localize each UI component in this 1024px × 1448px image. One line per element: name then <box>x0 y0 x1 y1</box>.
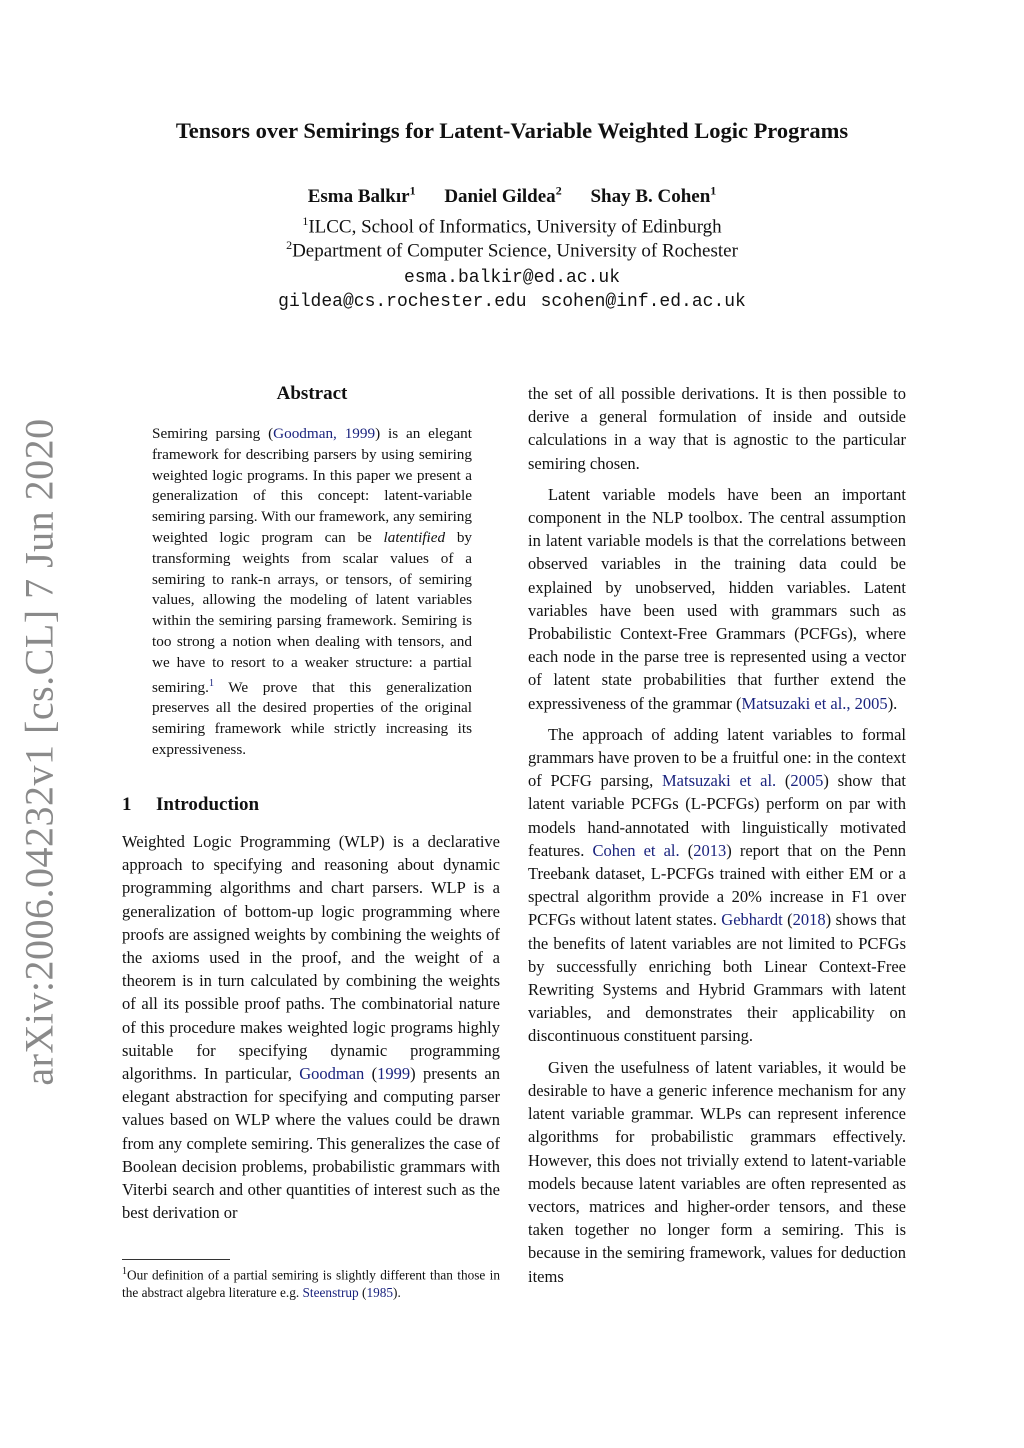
abstract-body: Semiring parsing (Goodman, 1999) is an elegant framework for describing parsers by using semiring weighted logic programs. In this paper we present a generalization of this concept: latent-variable semiring parsing. With our framework, any semiring weighted logic program can be latentified by transforming weights from scalar values of a semiring to rank-n arrays, or tensors, of semiring values, allowing the modeling of latent variables within the semiring parsing framework. Semiring is too strong a notion when dealing with tensors, and we have to resort to a weaker structure: a partial semiring.$^1$ We prove that this generalization preserves all the desired properties of the original semiring framework while strictly increasing its expressiveness. <box>152 425 472 759</box>
introduction-left-column <box>122 830 500 1224</box>
author-3: Shay B. Cohen$^1$ <box>590 184 717 208</box>
arxiv-identifier-stamp <box>14 418 64 1086</box>
citation-2005[interactable]: 2005 <box>790 771 824 791</box>
email-line-1 <box>0 268 1024 288</box>
affiliation-1: $^1$ILCC, School of Informatics, University of Edinburgh <box>302 214 722 238</box>
citation-1999[interactable]: 1999 <box>377 1064 411 1084</box>
paragraph: Weighted Logic Programming (WLP) is a declarative approach to specifying and reasoning about dynamic programming algorithms and chart parsers. WLP is a generalization of bottom-up logic programming where proofs are assigned weights by combining the weights of the axioms used in the proof, and the weight of a theorem is in turn calculated by combining the weights of all its possible proof paths. The combinatorial nature of this procedure makes weighted logic programs highly suitable for specifying dynamic programming algorithms. In particular, Goodman (1999) presents an elegant abstraction for specifying and computing parser values based on WLP where the values could be drawn from any complete semiring. This generalizes the case of Boolean decision problems, probabilistic grammars with Viterbi search and other quantities of interest such as the best derivation or <box>122 832 500 1223</box>
affiliation-2: $^2$Department of Computer Science, University of Rochester <box>286 238 738 262</box>
paragraph: Latent variable models have been an important component in the NLP toolbox. The central assumption in latent variable models is that the correlations between observed variables in the training data could be explained by unobserved, hidden variables. Latent variables have been used with grammars such as Probabilistic Context-Free Grammars (PCFGs), where each node in the parse tree is represented using a vector of latent state probabilities that further extend the expressiveness of the grammar (Matsuzaki et al., 2005). <box>528 484 906 713</box>
citation-gebhardt[interactable]: Gebhardt <box>721 910 783 930</box>
citation-steenstrup[interactable]: Steenstrup <box>302 1285 359 1301</box>
email-balkir[interactable]: esma.balkir@ed.ac.uk <box>403 268 621 288</box>
email-gildea[interactable]: gildea@cs.rochester.edu <box>278 292 527 312</box>
section-heading-introduction: 1 Introduction <box>122 794 260 815</box>
citation-matsuzaki[interactable]: Matsuzaki et al. <box>661 771 777 791</box>
footnote-1-marker[interactable]: 1 <box>208 677 214 689</box>
paragraph: Given the usefulness of latent variables, it would be desirable to have a generic inference mechanism for any latent variable grammar. WLPs can represent inference algorithms for probabilistic grammars effectively. However, this does not trivially extend to latent-variable models because latent variables are often represented as vectors, matrices and higher-order tensors, and these taken together no longer form a semiring. This is because in the semiring framework, values for deduction items <box>528 1057 906 1286</box>
arxiv-identifier-text: arXiv:2006.04232v1 [cs.CL] 7 Jun 2020 <box>16 418 62 1086</box>
author-1: Esma Balkır$^1$ <box>307 184 416 208</box>
abstract-heading: Abstract <box>276 383 348 404</box>
email-cohen[interactable]: scohen@inf.ed.ac.uk <box>540 292 746 312</box>
introduction-right-column <box>528 382 906 1296</box>
citation-1985[interactable]: 1985 <box>366 1285 394 1301</box>
citation-goodman-1999[interactable]: Goodman, 1999 <box>273 425 376 442</box>
footnote-1: $^1$Our definition of a partial semiring is slightly different than those in the abstract algebra literature e.g. Steenstrup (1985). <box>122 1266 500 1301</box>
paragraph: The approach of adding latent variables to formal grammars have proven to be a fruitful one: in the context of PCFG parsing, Matsuzaki et al. (2005) show that latent variable PCFGs (L-PCFGs) perform on par with models hand-annotated with linguistically motivated features. Cohen et al. (2013) report that on the Penn Treebank dataset, L-PCFGs trained with either EM or a spectral algorithm provide a 20% increase in F1 over PCFGs without latent states. Gebhardt (2018) shows that the benefits of latent variables are not limited to PCFGs by successfully enriching both Linear Context-Free Rewriting Systems and Hybrid Grammars with latent variables, and demonstrates their applicability on discontinuous constituent parsing. <box>528 724 907 1046</box>
citation-2018[interactable]: 2018 <box>792 910 826 930</box>
citation-2013[interactable]: 2013 <box>693 840 727 860</box>
author-2: Daniel Gildea$^2$ <box>444 184 562 208</box>
citation-goodman[interactable]: Goodman <box>299 1064 365 1084</box>
footnote-divider <box>122 1259 230 1260</box>
citation-cohen[interactable]: Cohen et al. <box>592 840 680 860</box>
citation-matsuzaki-2005[interactable]: Matsuzaki et al., 2005 <box>741 693 888 713</box>
author-list <box>0 184 1024 208</box>
paper-title: Tensors over Semirings for Latent-Variable Weighted Logic Programs <box>175 118 849 143</box>
paragraph: the set of all possible derivations. It is then possible to derive a general formulation of inside and outside calculations in a way that is agnostic to the particular semiring chosen. <box>528 384 906 473</box>
email-line-2 <box>0 292 1024 312</box>
